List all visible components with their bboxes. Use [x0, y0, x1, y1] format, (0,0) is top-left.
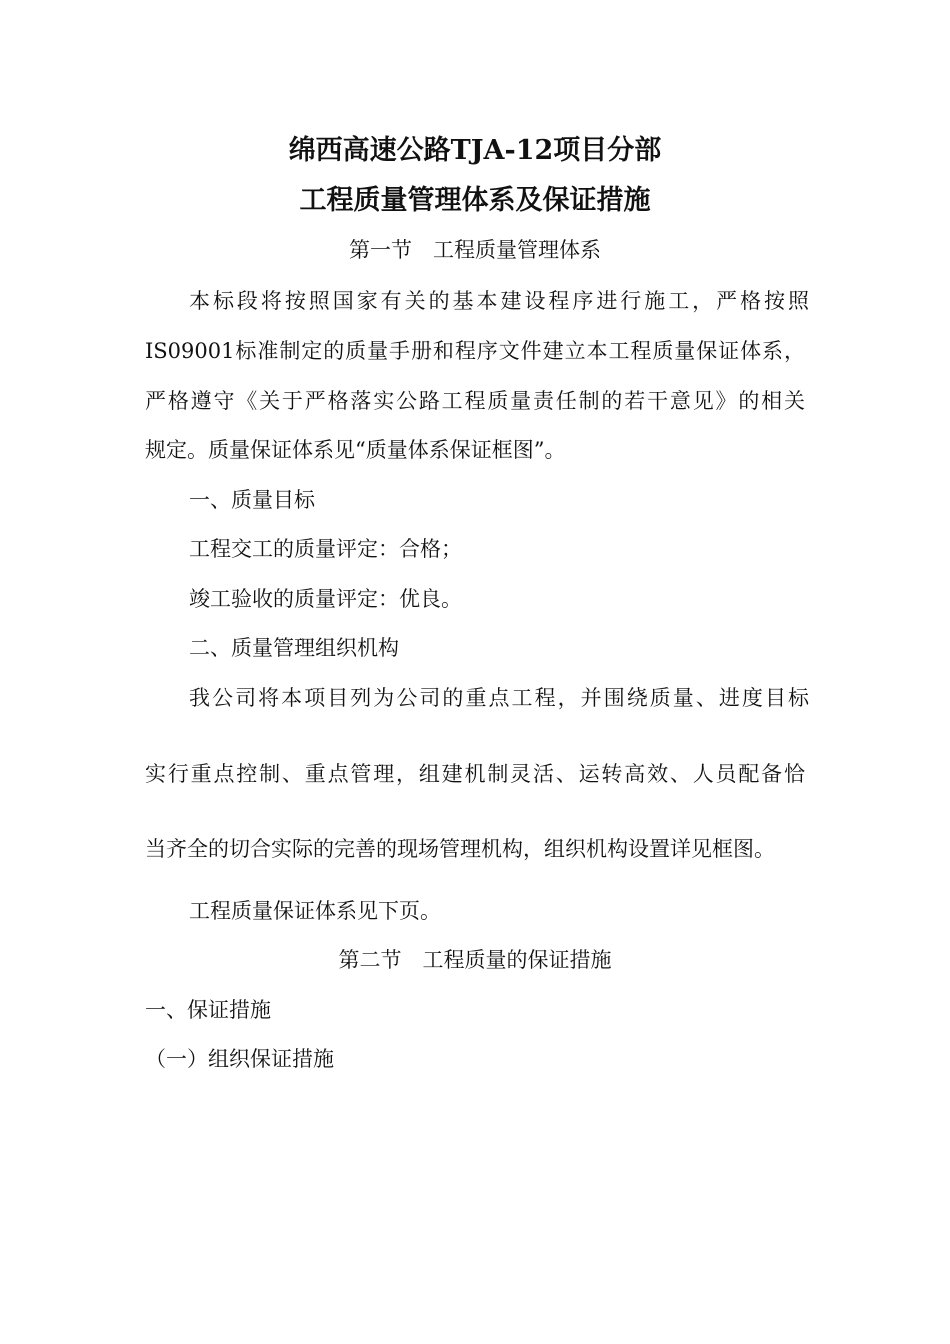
item1-heading: 一、质量目标 — [189, 488, 315, 512]
item2-heading: 二、质量管理组织机构 — [189, 636, 399, 660]
para3: 工程质量保证体系见下页。 — [189, 899, 441, 923]
document-title-line1: 绵西高速公路TJA-12项目分部 — [288, 135, 662, 166]
goal-acceptance: 工程交工的质量评定：合格； — [189, 537, 462, 561]
section1-heading: 第一节 工程质量管理体系 — [349, 238, 601, 262]
para1-line2: IS09001标准制定的质量手册和程序文件建立本工程质量保证体系， — [145, 339, 805, 363]
sub2-heading: （一）组织保证措施 — [145, 1047, 334, 1071]
para1-line4: 规定。质量保证体系见“质量体系保证框图”。 — [145, 438, 566, 462]
para1-line3: 严格遵守《关于严格落实公路工程质量责任制的若干意见》的相关 — [145, 389, 805, 413]
para2-line2: 实行重点控制、重点管理，组建机制灵活、运转高效、人员配备恰 — [145, 762, 805, 786]
goal-completion: 竣工验收的质量评定：优良。 — [189, 587, 462, 611]
section2-heading: 第二节 工程质量的保证措施 — [338, 948, 612, 972]
para2-line1: 我公司将本项目列为公司的重点工程，并围绕质量、进度目标 — [189, 686, 809, 710]
para1-line1: 本标段将按照国家有关的基本建设程序进行施工，严格按照 — [189, 289, 809, 313]
para2-line3: 当齐全的切合实际的完善的现场管理机构，组织机构设置详见框图。 — [145, 837, 775, 861]
document-title-line2: 工程质量管理体系及保证措施 — [299, 185, 651, 216]
sub1-heading: 一、保证措施 — [145, 998, 271, 1022]
